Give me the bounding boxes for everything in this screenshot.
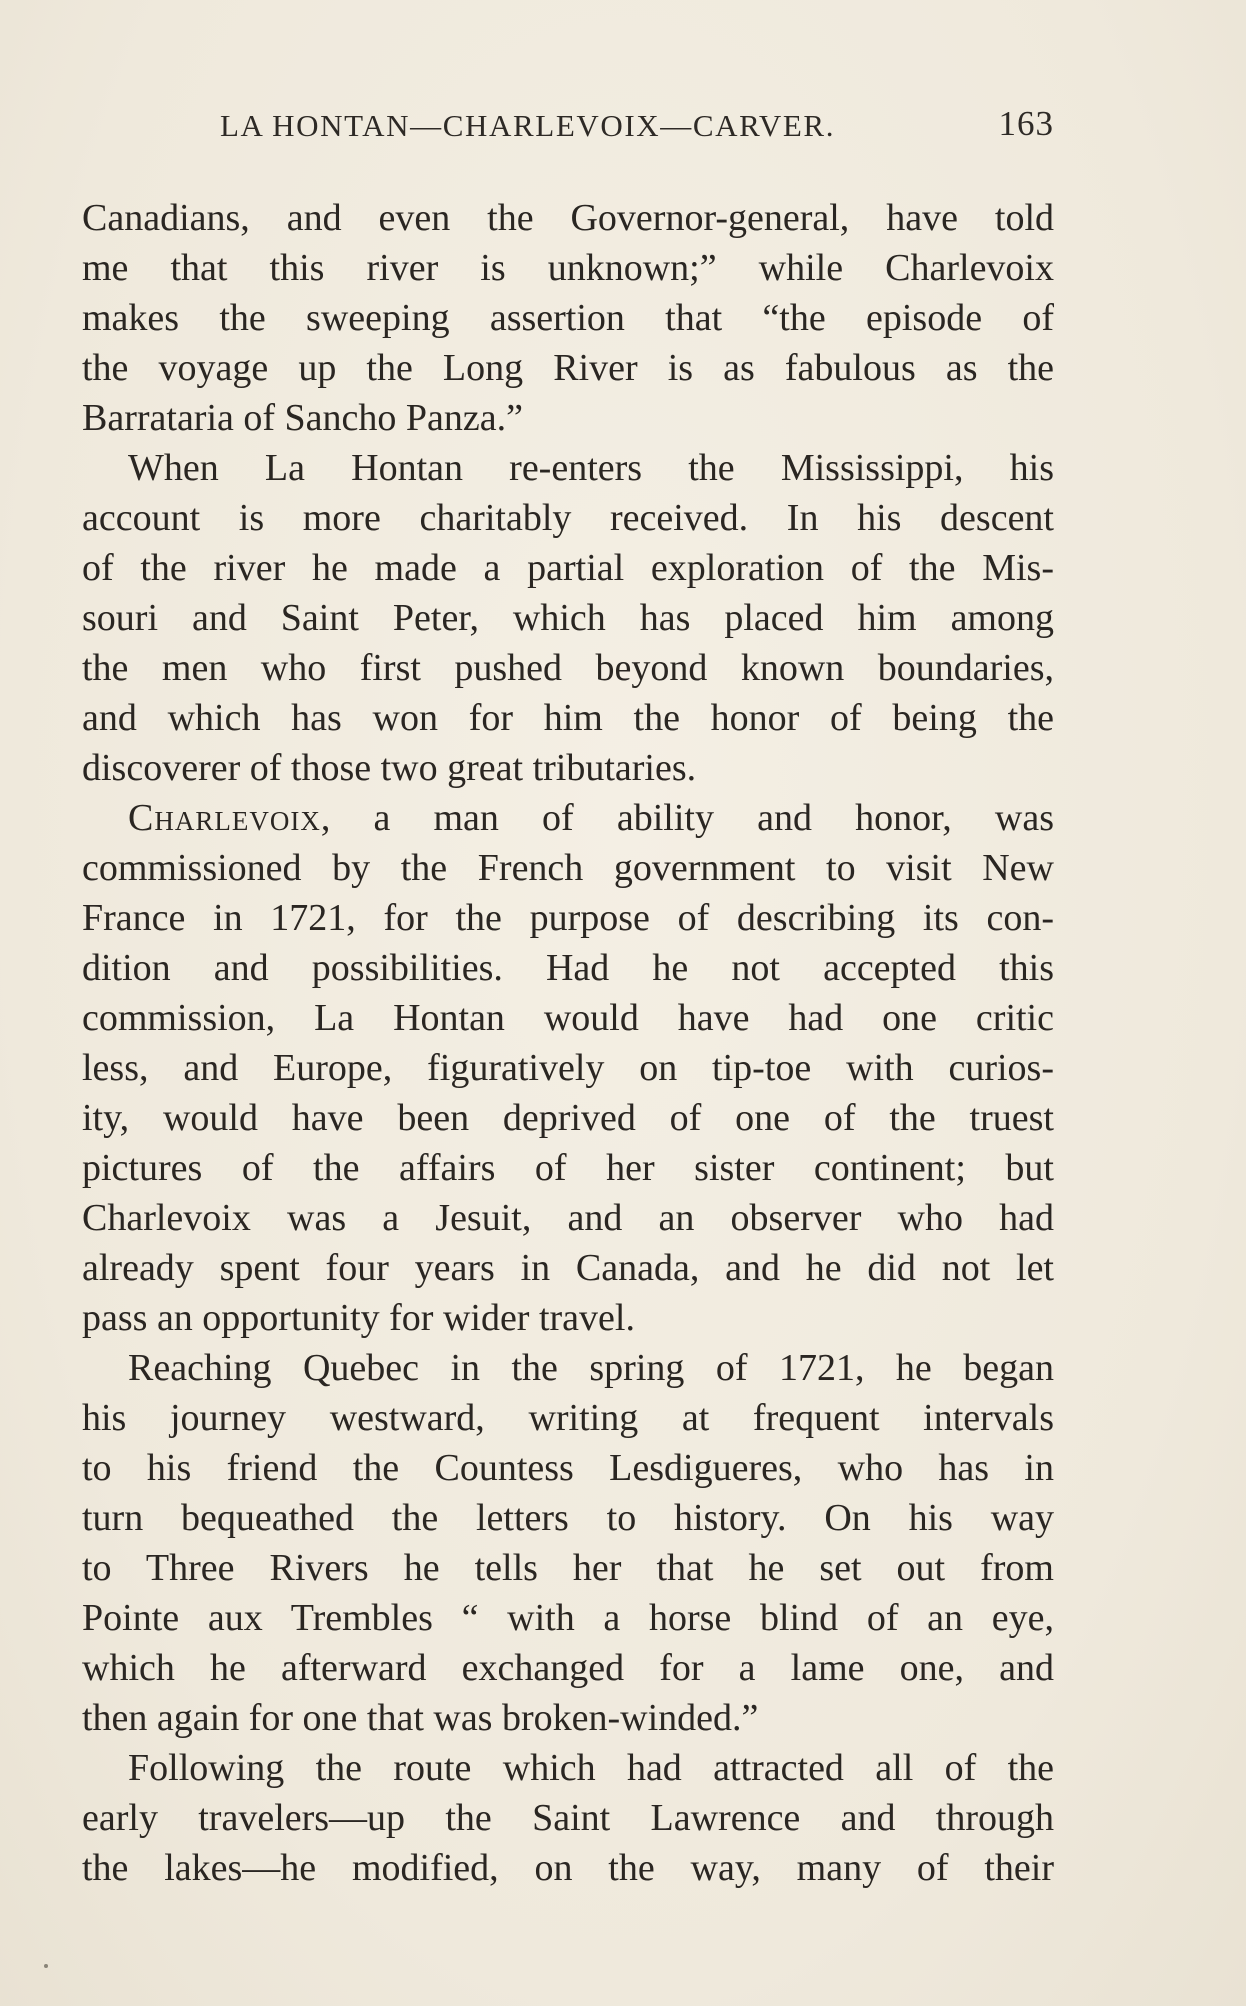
text-line-content: the lakes—he modified, on the way, many of their <box>82 1847 1054 1889</box>
text-line-content: Reaching Quebec in the spring of 1721, he began <box>128 1347 1054 1389</box>
text-line-content: me that this river is unknown;” while Charlevoix <box>82 247 1054 289</box>
text-line-content: of the river he made a partial exploration of the Mis- <box>82 547 1054 589</box>
text-line-content: When La Hontan re-enters the Mississippi, his <box>128 447 1054 489</box>
text-line-content: pass an opportunity for wider travel. <box>82 1297 635 1339</box>
text-line <box>82 493 1054 543</box>
text-line-content: commission, La Hontan would have had one critic <box>82 997 1054 1039</box>
text-line-content: early travelers—up the Saint Lawrence and through <box>82 1797 1054 1839</box>
text-line-content: to Three Rivers he tells her that he set out from <box>82 1547 1054 1589</box>
text-line-content: Barrataria of Sancho Panza.” <box>82 397 524 439</box>
text-line <box>82 1243 1054 1293</box>
text-line-content: Following the route which had attracted all of the <box>128 1747 1054 1789</box>
running-head-title: LA HONTAN—CHARLEVOIX—CARVER. <box>220 108 836 143</box>
running-head <box>220 104 1054 152</box>
text-line-content: makes the sweeping assertion that “the episode of <box>82 297 1054 339</box>
text-line <box>82 943 1054 993</box>
text-line <box>82 843 1054 893</box>
text-line-content: turn bequeathed the letters to history. On his way <box>82 1497 1054 1539</box>
text-line <box>82 1343 1054 1393</box>
text-line-content: less, and Europe, figuratively on tip-toe with curios- <box>82 1047 1054 1089</box>
text-line <box>82 1193 1054 1243</box>
text-line <box>82 343 1054 393</box>
text-line <box>82 1293 1054 1343</box>
text-line-content: then again for one that was broken-winded.” <box>82 1697 759 1739</box>
text-line <box>82 793 1054 843</box>
text-line <box>82 1443 1054 1493</box>
page-number: 163 <box>998 104 1054 143</box>
text-line <box>82 1693 1054 1743</box>
text-line <box>82 1643 1054 1693</box>
text-line <box>82 1793 1054 1843</box>
text-line-content: already spent four years in Canada, and he did not let <box>82 1247 1054 1289</box>
text-line <box>82 1143 1054 1193</box>
text-line <box>82 1393 1054 1443</box>
text-line <box>82 1093 1054 1143</box>
text-line-content: to his friend the Countess Lesdigueres, who has in <box>82 1447 1054 1489</box>
section-lead-word: Charlevoix <box>128 797 321 839</box>
text-line-content: Canadians, and even the Governor-general, have told <box>82 197 1054 239</box>
text-line <box>82 1743 1054 1793</box>
text-line <box>82 693 1054 743</box>
text-line <box>82 1843 1054 1893</box>
text-line <box>82 543 1054 593</box>
text-line-content: the voyage up the Long River is as fabulous as the <box>82 347 1054 389</box>
text-line <box>82 1493 1054 1543</box>
text-line-content: France in 1721, for the purpose of describing its con- <box>82 897 1054 939</box>
text-line-content: Charlevoix was a Jesuit, and an observer who had <box>82 1197 1054 1239</box>
text-line-content: commissioned by the French government to visit New <box>82 847 1054 889</box>
text-line-content: the men who first pushed beyond known boundaries, <box>82 647 1054 689</box>
text-line-content: and which has won for him the honor of being the <box>82 697 1054 739</box>
text-line <box>82 993 1054 1043</box>
text-line-content: , a man of ability and honor, was <box>320 797 1054 839</box>
text-line <box>82 743 1054 793</box>
text-line <box>82 193 1054 243</box>
text-line-content: his journey westward, writing at frequent intervals <box>82 1397 1054 1439</box>
text-line <box>82 293 1054 343</box>
text-line-content: Pointe aux Trembles “ with a horse blind of an eye, <box>82 1597 1054 1639</box>
text-line <box>82 593 1054 643</box>
text-line-content: pictures of the affairs of her sister continent; but <box>82 1147 1054 1189</box>
text-line-content: souri and Saint Peter, which has placed him among <box>82 597 1054 639</box>
text-line <box>82 1543 1054 1593</box>
body-text <box>82 193 1054 1893</box>
text-line-content: account is more charitably received. In his descent <box>82 497 1054 539</box>
text-line <box>82 643 1054 693</box>
text-line <box>82 243 1054 293</box>
text-line-content: dition and possibilities. Had he not accepted this <box>82 947 1054 989</box>
text-line-content: which he afterward exchanged for a lame one, and <box>82 1647 1054 1689</box>
text-line <box>82 393 1054 443</box>
text-line <box>82 443 1054 493</box>
text-line <box>82 893 1054 943</box>
text-line-content: discoverer of those two great tributaries. <box>82 747 697 789</box>
text-line <box>82 1043 1054 1093</box>
text-line-content: ity, would have been deprived of one of the truest <box>82 1097 1054 1139</box>
paper-speck <box>44 1964 48 1968</box>
text-line <box>82 1593 1054 1643</box>
